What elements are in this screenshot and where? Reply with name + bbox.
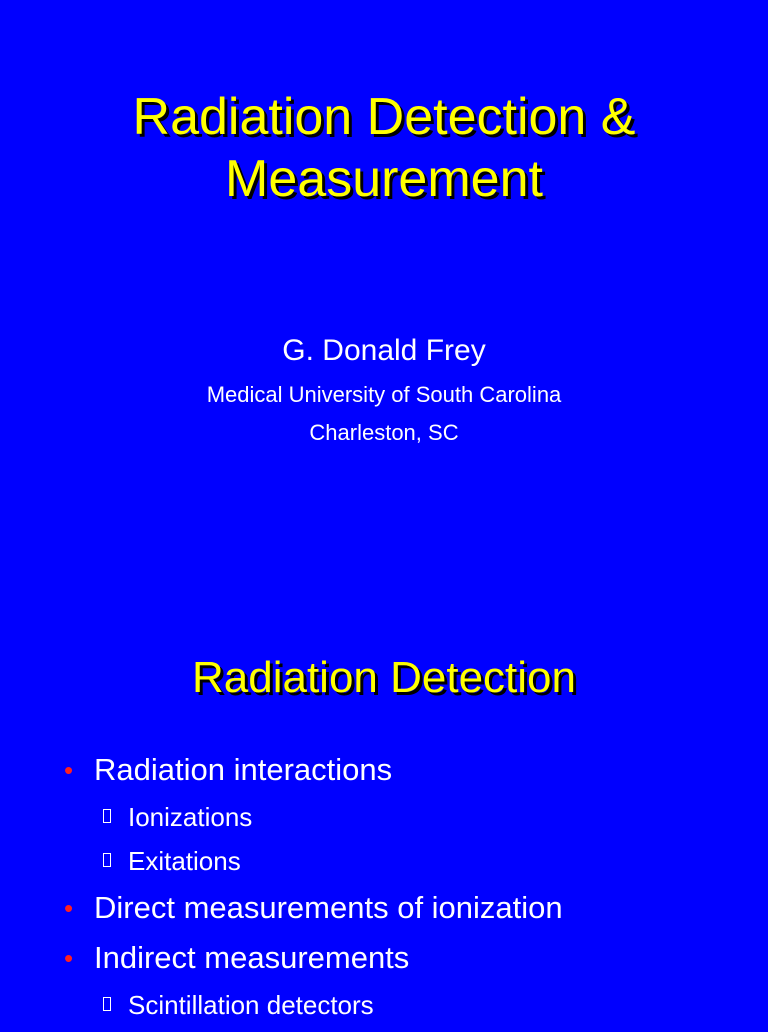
sub-bullet-item (0, 988, 768, 1032)
sub-bullet-box-icon (103, 997, 111, 1011)
sub-bullet-item (0, 800, 768, 844)
bullet-text: Direct measurements of ionization (94, 890, 563, 925)
title-line-2: Measurement (225, 150, 543, 208)
content-slide (0, 512, 768, 1024)
affiliation-institution: Medical University of South Carolina (206, 382, 562, 407)
bullet-dot-icon: • (64, 943, 74, 973)
bullet-item (0, 750, 768, 800)
bullet-dot-icon: • (64, 893, 74, 923)
sub-bullet-text: Exitations (128, 846, 241, 876)
bullet-item (0, 938, 768, 988)
title-slide (0, 0, 768, 512)
affiliation-location: Charleston, SC (309, 420, 459, 445)
sub-bullet-item (0, 844, 768, 888)
bullet-text: Indirect measurements (94, 940, 410, 975)
slide-title: Radiation Detection (191, 653, 576, 702)
sub-bullet-box-icon (103, 809, 111, 823)
title-line-1: Radiation Detection & (132, 88, 636, 146)
bullet-text: Radiation interactions (94, 752, 393, 787)
slide-title (0, 86, 768, 210)
author-name: G. Donald Frey (282, 334, 486, 367)
bullet-item (0, 888, 768, 938)
sub-bullet-text: Scintillation detectors (128, 990, 374, 1020)
sub-bullet-box-icon (103, 853, 111, 867)
sub-bullet-text: Ionizations (128, 802, 253, 832)
bullet-list (0, 750, 768, 1032)
bullet-dot-icon: • (64, 755, 74, 785)
